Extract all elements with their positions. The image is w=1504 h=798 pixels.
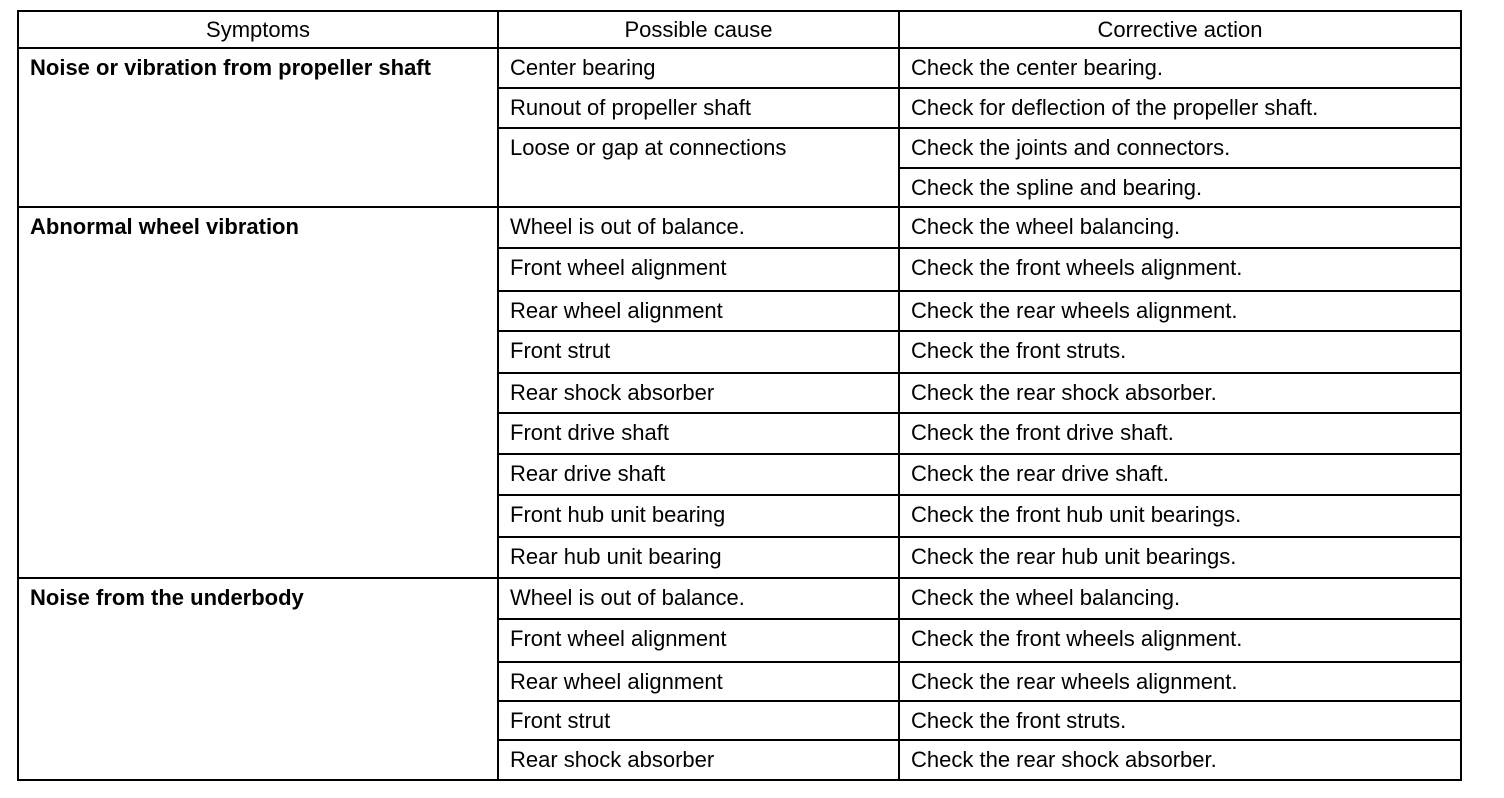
action-cell: Check the rear shock absorber.	[899, 740, 1461, 780]
cause-cell: Center bearing	[498, 48, 899, 88]
action-cell: Check the spline and bearing.	[899, 168, 1461, 207]
header-symptoms: Symptoms	[18, 11, 498, 48]
cause-cell: Rear shock absorber	[498, 373, 899, 413]
symptom-cell: Noise from the underbody	[18, 578, 498, 780]
action-cell: Check the front hub unit bearings.	[899, 495, 1461, 537]
header-possible-cause: Possible cause	[498, 11, 899, 48]
action-cell: Check the rear hub unit bearings.	[899, 537, 1461, 578]
action-cell: Check the front wheels alignment.	[899, 619, 1461, 662]
action-cell: Check the center bearing.	[899, 48, 1461, 88]
cause-cell: Rear wheel alignment	[498, 291, 899, 331]
cause-cell: Runout of propeller shaft	[498, 88, 899, 128]
symptom-cell: Abnormal wheel vibration	[18, 207, 498, 578]
cause-cell: Rear drive shaft	[498, 454, 899, 495]
cause-cell: Loose or gap at connections	[498, 128, 899, 207]
table-row	[18, 578, 1461, 619]
header-corrective-action: Corrective action	[899, 11, 1461, 48]
cause-cell: Front strut	[498, 331, 899, 373]
action-cell: Check the rear shock absorber.	[899, 373, 1461, 413]
cause-cell: Wheel is out of balance.	[498, 578, 899, 619]
header-row	[18, 11, 1461, 48]
action-cell: Check for deflection of the propeller shaft.	[899, 88, 1461, 128]
action-cell: Check the wheel balancing.	[899, 207, 1461, 248]
cause-cell: Front hub unit bearing	[498, 495, 899, 537]
action-cell: Check the front wheels alignment.	[899, 248, 1461, 291]
action-cell: Check the front struts.	[899, 331, 1461, 373]
cause-cell: Front strut	[498, 701, 899, 740]
cause-cell: Rear wheel alignment	[498, 662, 899, 701]
cause-cell: Front wheel alignment	[498, 248, 899, 291]
action-cell: Check the rear wheels alignment.	[899, 291, 1461, 331]
cause-cell: Wheel is out of balance.	[498, 207, 899, 248]
cause-cell: Rear hub unit bearing	[498, 537, 899, 578]
table-row	[18, 48, 1461, 88]
action-cell: Check the front drive shaft.	[899, 413, 1461, 454]
symptom-cell: Noise or vibration from propeller shaft	[18, 48, 498, 207]
cause-cell: Front drive shaft	[498, 413, 899, 454]
table-row	[18, 207, 1461, 248]
action-cell: Check the joints and connectors.	[899, 128, 1461, 168]
action-cell: Check the front struts.	[899, 701, 1461, 740]
action-cell: Check the rear wheels alignment.	[899, 662, 1461, 701]
cause-cell: Rear shock absorber	[498, 740, 899, 780]
action-cell: Check the wheel balancing.	[899, 578, 1461, 619]
cause-cell: Front wheel alignment	[498, 619, 899, 662]
action-cell: Check the rear drive shaft.	[899, 454, 1461, 495]
troubleshooting-table	[17, 10, 1462, 781]
